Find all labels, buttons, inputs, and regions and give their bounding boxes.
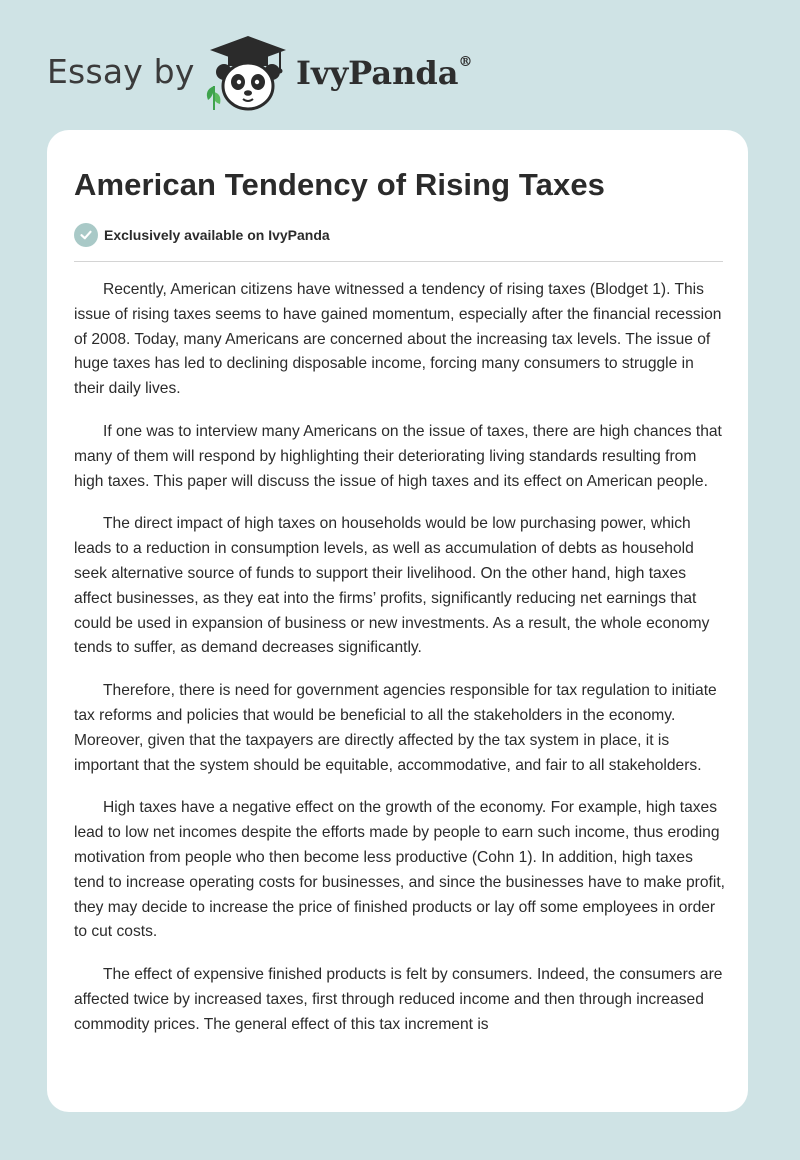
paragraph: The direct impact of high taxes on households would be low purchasing power, which leads to a reduction in consumption levels, as well as accumulation of debts as household seek alternative source of funds to support their livelihood. On the other hand, high taxes affect businesses, as they eat into the firms’ profits, significantly reducing net earnings that could be used in expansion of business or new investments. As a result, the whole economy tends to suffer, as demand decreases significantly. <box>74 515 710 657</box>
paragraph: Therefore, there is need for government agencies responsible for tax regulation to initiate tax reforms and policies that would be beneficial to all the stakeholders in the economy. Moreover, given that the taxpayers are directly affected by the tax system in place, it is important that the system should be equitable, accommodative, and fair to all stakeholders. <box>74 682 717 774</box>
panda-logo-icon[interactable] <box>200 36 296 112</box>
brand-prefix: Essay by <box>47 52 195 91</box>
exclusive-badge <box>74 223 330 247</box>
site-header <box>0 0 800 130</box>
essay-card <box>47 130 748 1112</box>
trademark-symbol: ® <box>458 54 473 71</box>
divider <box>74 261 723 262</box>
essay-body <box>74 278 727 1056</box>
brand-name-text: IvyPanda <box>296 54 459 92</box>
page-title: American Tendency of Rising Taxes <box>74 167 606 202</box>
paragraph: High taxes have a negative effect on the growth of the economy. For example, high taxes lead to low net incomes despite the efforts made by people to earn such income, thus eroding motivation from people who then become less productive (Cohn 1). In addition, high taxes tend to increase operating costs for businesses, and since the businesses have to make profit, they may decide to increase the price of finished products or lay off some employees in order to cut costs. <box>74 799 725 941</box>
badge-text: Exclusively available on IvyPanda <box>104 227 330 243</box>
paragraph: The effect of expensive finished products is felt by consumers. Indeed, the consumers are affected twice by increased taxes, first through reduced income and then through increased commodity prices. The general effect of this tax increment is <box>74 966 723 1033</box>
paragraph: Recently, American citizens have witnessed a tendency of rising taxes (Blodget 1). This issue of rising taxes seems to have gained momentum, especially after the financial recession of 2008. Today, many Americans are concerned about the increasing tax levels. The issue of huge taxes has led to declining disposable income, forcing many consumers to struggle in their daily lives. <box>74 281 722 398</box>
brand-name[interactable] <box>296 54 472 92</box>
ivy-leaf-icon <box>207 86 221 110</box>
check-icon <box>74 223 98 247</box>
paragraph: If one was to interview many Americans on the issue of taxes, there are high chances that many of them will respond by highlighting their deteriorating living standards resulting from high taxes. This paper will discuss the issue of high taxes and its effect on American people. <box>74 422 722 490</box>
